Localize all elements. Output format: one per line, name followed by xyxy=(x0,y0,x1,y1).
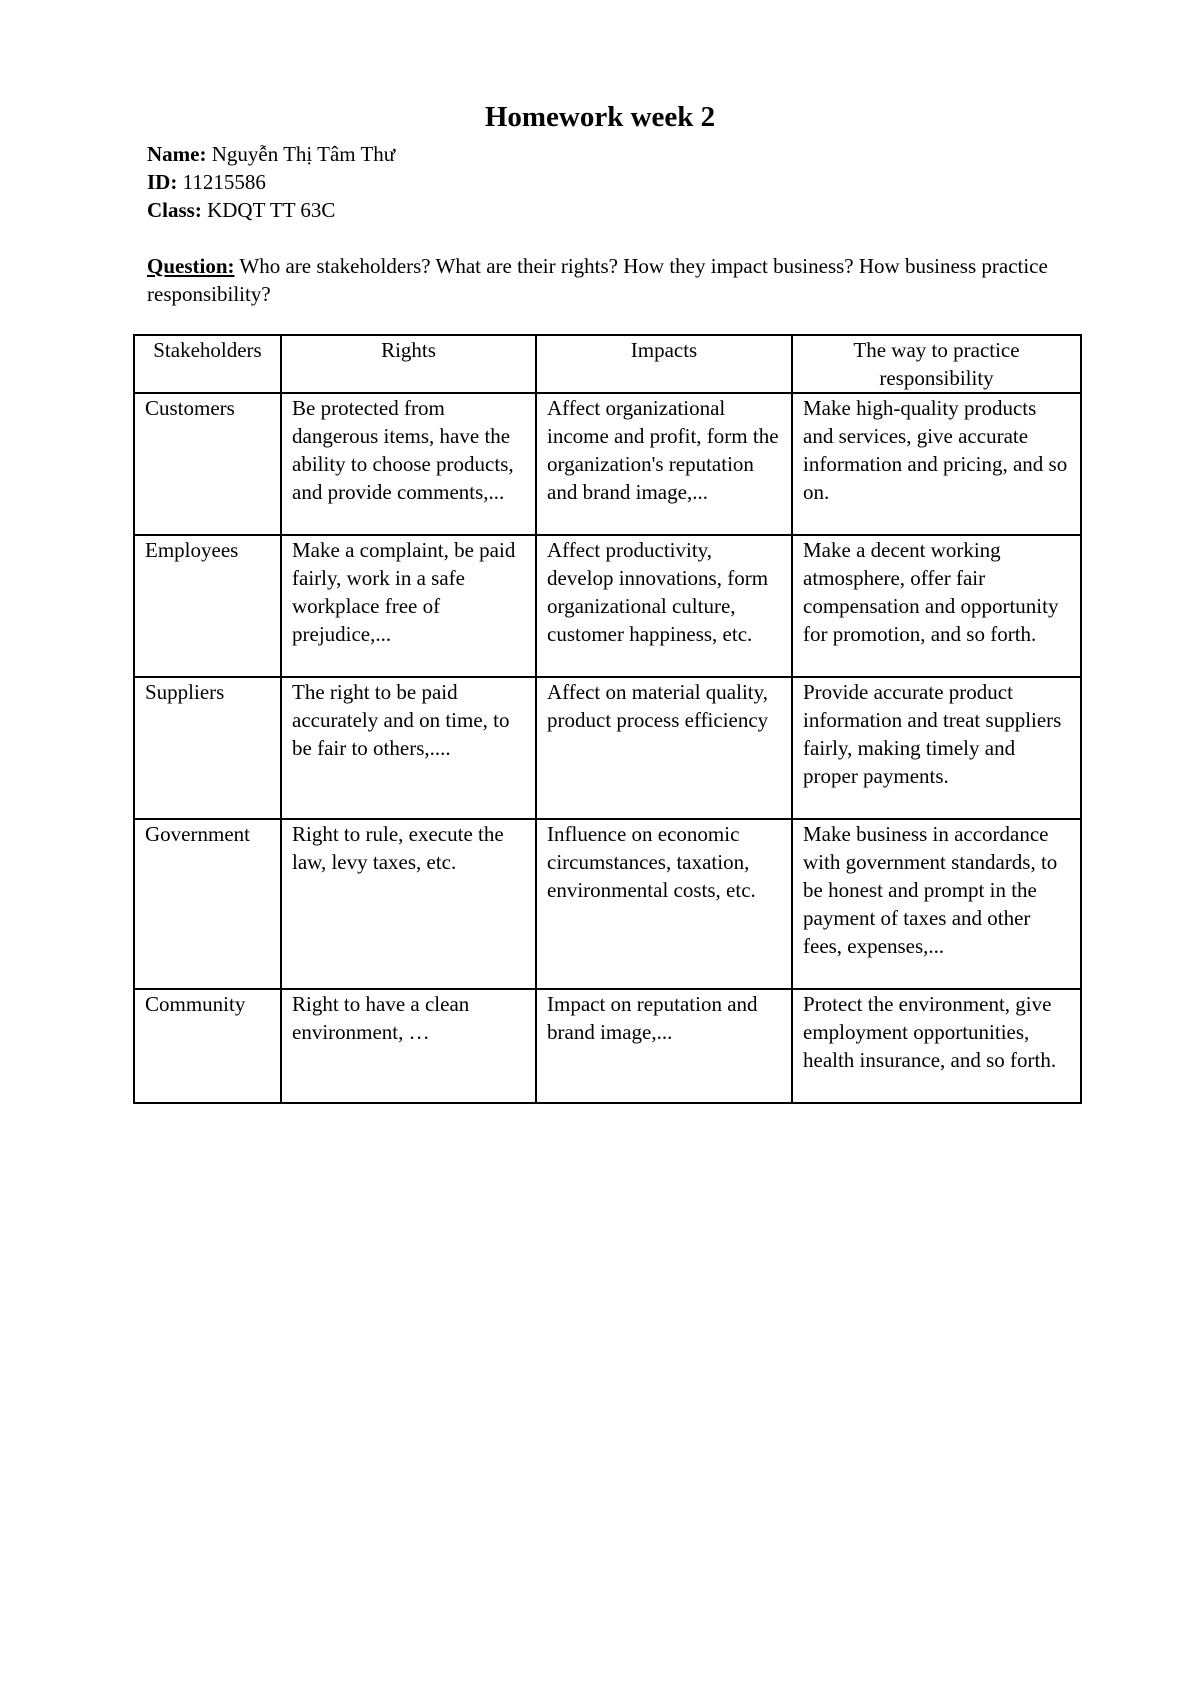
table-row xyxy=(134,819,1081,989)
document-title: Homework week 2 xyxy=(484,101,716,133)
header-stakeholders: Stakeholders xyxy=(134,335,281,393)
id-value: 11215586 xyxy=(177,170,266,194)
table-row xyxy=(134,393,1081,535)
cell-stakeholder: Customers xyxy=(134,393,281,535)
student-info xyxy=(147,140,395,224)
cell-impacts: Affect productivity, develop innovations, form organizational culture, customer happiness, etc. xyxy=(536,535,792,677)
id-line xyxy=(147,168,395,196)
cell-responsibility: Make high-quality products and services, give accurate information and pricing, and so on. xyxy=(792,393,1081,535)
table-row xyxy=(134,677,1081,819)
cell-stakeholder: Community xyxy=(134,989,281,1103)
name-line xyxy=(147,140,395,168)
table-header-row xyxy=(134,335,1081,393)
name-value: Nguyễn Thị Tâm Thư xyxy=(206,142,396,166)
cell-rights: Make a complaint, be paid fairly, work in a safe workplace free of prejudice,... xyxy=(281,535,536,677)
class-label: Class: xyxy=(147,198,202,222)
table-row xyxy=(134,989,1081,1103)
cell-rights: Right to rule, execute the law, levy taxes, etc. xyxy=(281,819,536,989)
cell-rights: Be protected from dangerous items, have the ability to choose products, and provide comments,... xyxy=(281,393,536,535)
cell-rights: Right to have a clean environment, … xyxy=(281,989,536,1103)
cell-responsibility: Provide accurate product information and treat suppliers fairly, making timely and proper payments. xyxy=(792,677,1081,819)
cell-responsibility: Protect the environment, give employment opportunities, health insurance, and so forth. xyxy=(792,989,1081,1103)
question-text: Who are stakeholders? What are their rights? How they impact business? How business practice responsibility? xyxy=(147,254,1048,306)
header-responsibility: The way to practice responsibility xyxy=(792,335,1081,393)
header-impacts: Impacts xyxy=(536,335,792,393)
class-value: KDQT TT 63C xyxy=(201,198,336,222)
cell-impacts: Influence on economic circumstances, taxation, environmental costs, etc. xyxy=(536,819,792,989)
cell-impacts: Affect on material quality, product process efficiency xyxy=(536,677,792,819)
stakeholders-table xyxy=(133,334,1082,1104)
cell-responsibility: Make business in accordance with government standards, to be honest and prompt in the payment of taxes and other fees, expenses,... xyxy=(792,819,1081,989)
cell-stakeholder: Employees xyxy=(134,535,281,677)
class-line xyxy=(147,196,395,224)
cell-stakeholder: Government xyxy=(134,819,281,989)
cell-rights: The right to be paid accurately and on time, to be fair to others,.... xyxy=(281,677,536,819)
cell-impacts: Impact on reputation and brand image,... xyxy=(536,989,792,1103)
id-label: ID: xyxy=(147,170,178,194)
header-rights: Rights xyxy=(281,335,536,393)
cell-stakeholder: Suppliers xyxy=(134,677,281,819)
question-label: Question: xyxy=(147,254,235,278)
cell-responsibility: Make a decent working atmosphere, offer fair compensation and opportunity for promotion, and so forth. xyxy=(792,535,1081,677)
name-label: Name: xyxy=(147,142,207,166)
table-row xyxy=(134,535,1081,677)
question-paragraph xyxy=(147,252,1067,308)
cell-impacts: Affect organizational income and profit, form the organization's reputation and brand image,... xyxy=(536,393,792,535)
